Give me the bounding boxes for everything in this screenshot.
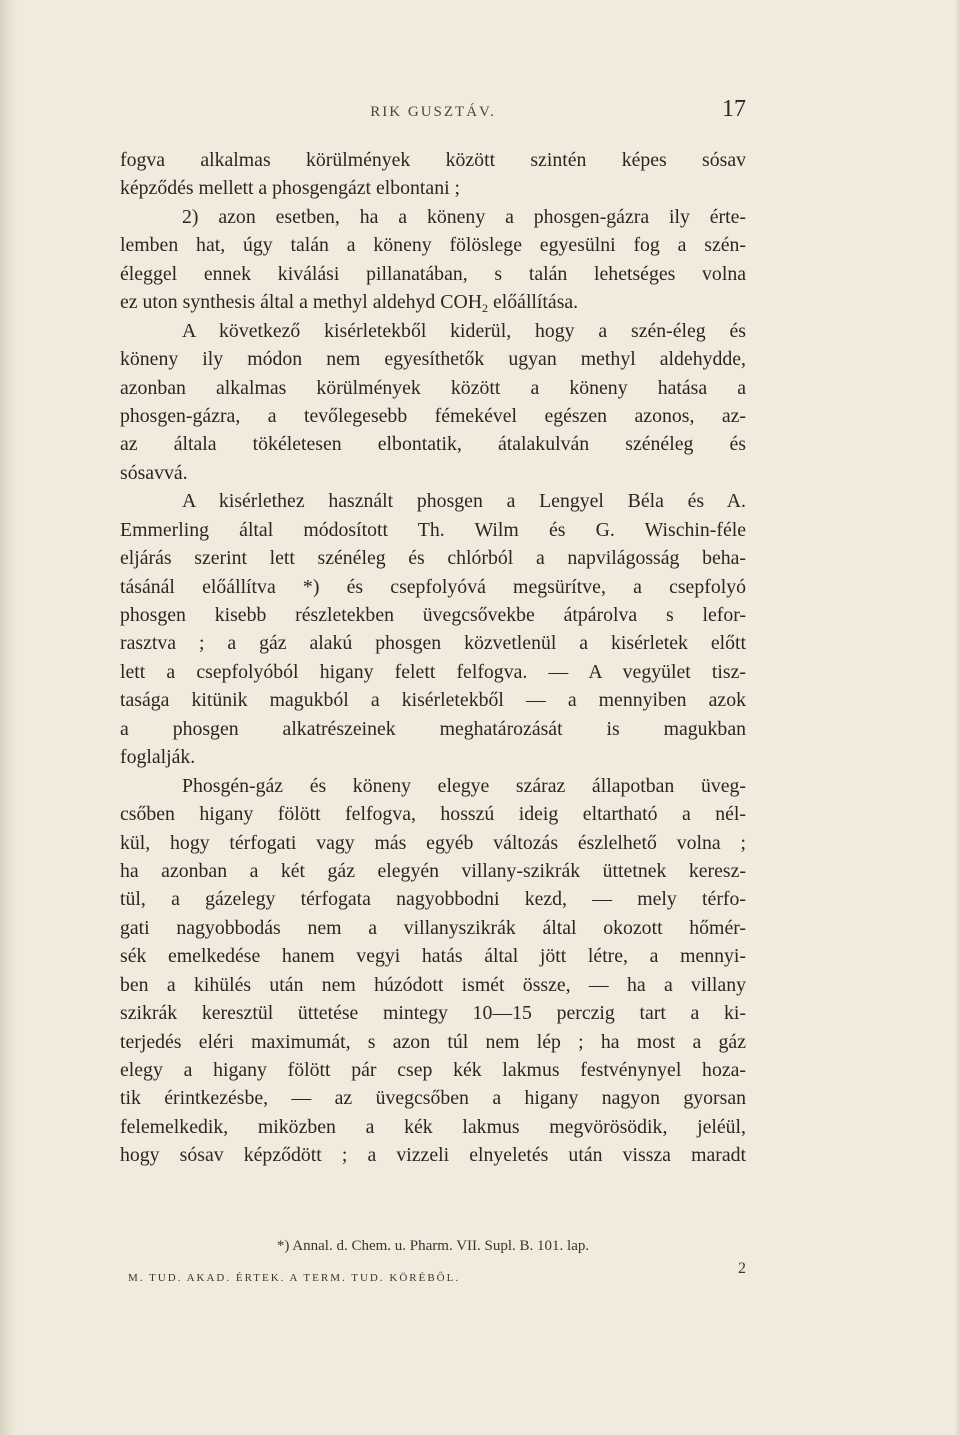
signature-text: M. TUD. AKAD. ÉRTEK. A TERM. TUD. KÖRÉBŐL. bbox=[128, 1272, 461, 1284]
text-line: eljárás szerint lett szénéleg és chlórból a napvilágosság beha- bbox=[120, 547, 746, 570]
text-line: hogy sósav képződött ; a vizzeli elnyeletés után vissza maradt bbox=[120, 1144, 746, 1167]
footnote: *) Annal. d. Chem. u. Pharm. VII. Supl. B. 101. lap. bbox=[276, 1238, 590, 1254]
text-line: Phosgén-gáz és köneny elegye száraz állapotban üveg- bbox=[182, 774, 746, 797]
text-line: A következő kisérletekből kiderül, hogy a szén-éleg és bbox=[182, 319, 746, 342]
text-line: tasága kitünik magukból a kisérletekből — a mennyiben azok bbox=[120, 689, 746, 712]
text-line: azonban alkalmas körülmények között a köneny hatása a bbox=[120, 376, 746, 399]
text-line: gati nagyobbodás nem a villanyszikrák által okozott hőmér- bbox=[120, 916, 746, 939]
body-text bbox=[120, 146, 746, 1170]
formula-tail: előállítása. bbox=[488, 291, 579, 314]
text-line: csőben higany fölött felfogva, hosszú ideig eltartható a nél- bbox=[120, 803, 746, 826]
text-line: phosgen-gázra, a tevőlegesebb fémekével egészen azonos, az- bbox=[120, 404, 746, 427]
page-number: 17 bbox=[722, 96, 746, 122]
scan-edge-right bbox=[954, 0, 960, 1435]
text-line: ben a kihülés után nem húzódott ismét össze, — ha a villany bbox=[120, 973, 746, 996]
text-line: lett a csepfolyóból higany felett felfogva. — A vegyület tisz- bbox=[120, 660, 746, 683]
text-line: tül, a gázelegy térfogata nagyobbodni kezd, — mely térfo- bbox=[120, 888, 746, 911]
text-line: tik érintkezésbe, — az üvegcsőben a higany nagyon gyorsan bbox=[120, 1087, 746, 1110]
page-header bbox=[120, 96, 746, 126]
text-line: fogva alkalmas körülmények között szintén képes sósav bbox=[120, 149, 746, 171]
sheet-number: 2 bbox=[738, 1260, 746, 1277]
running-head: RIK GUSZTÁV. bbox=[370, 104, 496, 120]
text-line: A kisérlethez használt phosgen a Lengyel Béla és A. bbox=[182, 490, 746, 513]
text-line: elegy a higany fölött pár csep kék lakmus festvénynyel hoza- bbox=[120, 1059, 746, 1081]
text-line: 2) azon esetben, ha a köneny a phosgen-gázra ily érte- bbox=[182, 205, 746, 228]
text-line: éleggel ennek kiválási pillanatában, s talán lehetséges volna bbox=[120, 262, 746, 285]
text-line: Emmerling által módosított Th. Wilm és G. Wischin-féle bbox=[120, 518, 746, 541]
text-line: ha azonban a két gáz elegyén villany-szikrák üttetnek keresz- bbox=[120, 859, 746, 882]
text-line: kül, hogy térfogati vagy más egyéb változás észlelhető volna ; bbox=[120, 831, 746, 854]
text-line: szikrák keresztül üttetése mintegy 10—15 perczig tart a ki- bbox=[120, 1002, 746, 1025]
scan-edge-left bbox=[0, 0, 18, 1435]
text-line: rasztva ; a gáz alakú phosgen közvetlenül a kisérletek előtt bbox=[120, 632, 746, 655]
text-line: foglalják. bbox=[120, 746, 196, 769]
text-line: az általa tökéletesen elbontatik, átalakulván szénéleg és bbox=[120, 433, 746, 456]
text-line: felemelkedik, miközben a kék lakmus megvörösödik, jeléül, bbox=[120, 1115, 746, 1138]
text-line: lemben hat, úgy talán a köneny fölöslege egyesülni fog a szén- bbox=[120, 234, 746, 257]
book-page bbox=[120, 0, 746, 1435]
text-line: phosgen kisebb részletekben üvegcsővekbe átpárolva s lefor- bbox=[120, 604, 746, 626]
text-line: sék emelkedése hanem vegyi hatás által jött létre, a mennyi- bbox=[120, 945, 746, 968]
text-line: a phosgen alkatrészeinek meghatározását is magukban bbox=[120, 717, 746, 740]
text-line: terjedés eléri maximumát, s azon túl nem lép ; ha most a gáz bbox=[120, 1030, 746, 1053]
signature-line bbox=[128, 1260, 746, 1290]
text-line: képződés mellett a phosgengázt elbontani ; bbox=[120, 177, 461, 200]
formula-subscript: 2 bbox=[482, 301, 489, 316]
text-line: sósavvá. bbox=[120, 461, 188, 484]
text-line: köneny ily módon nem egyesíthetők ugyan methyl aldehydde, bbox=[120, 348, 746, 371]
text-line: tásánál előállítva *) és csepfolyóvá megsürítve, a csepfolyó bbox=[120, 575, 746, 598]
text-line: ez uton synthesis által a methyl aldehyd $COH_2$ előállítása. bbox=[120, 291, 579, 316]
